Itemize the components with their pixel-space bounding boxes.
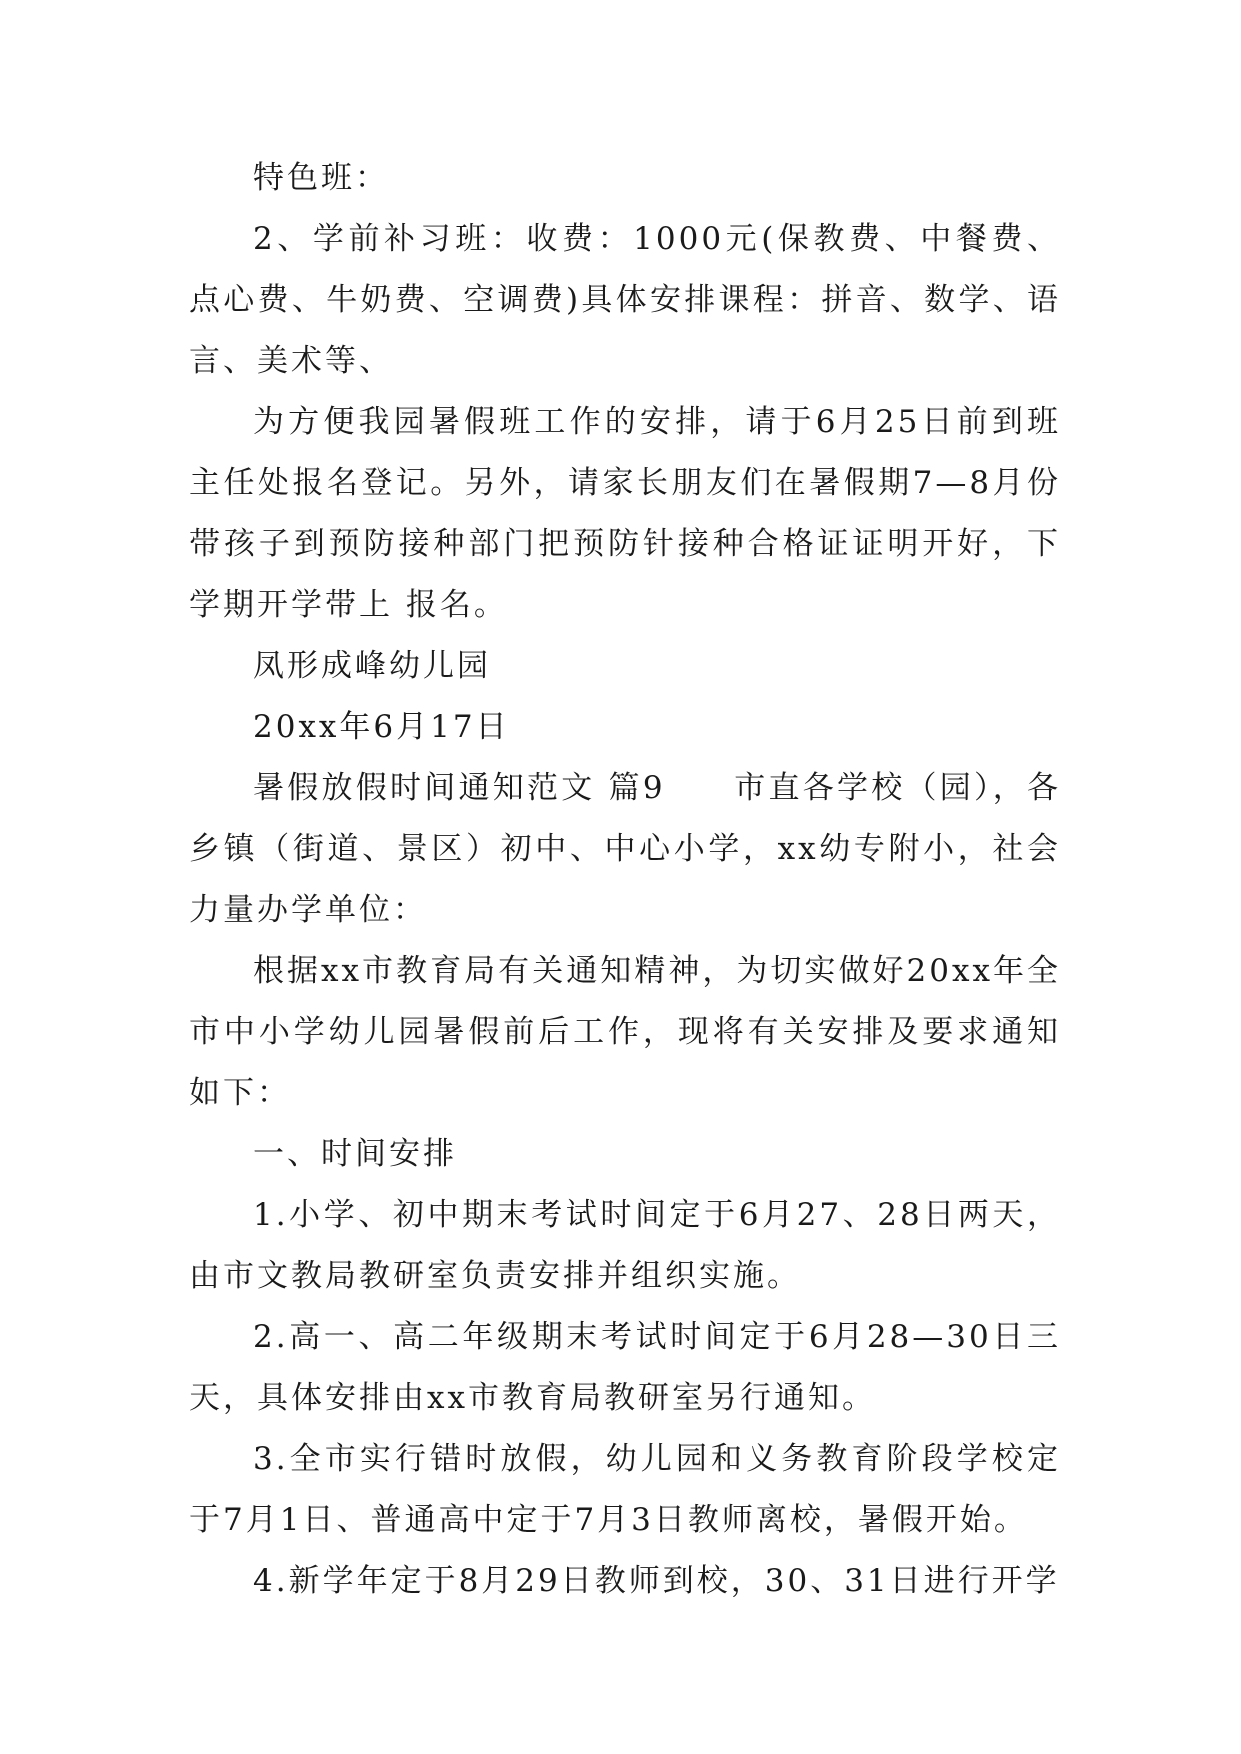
list-item-4: 4.新学年定于8月29日教师到校，30、31日进行开学 xyxy=(253,1563,1060,1599)
paragraph-special-class: 特色班： xyxy=(253,160,389,196)
section-heading-schedule: 一、时间安排 xyxy=(253,1136,457,1172)
paragraph-registration-notice: 为方便我园暑假班工作的安排，请于6月25日前到班主任处报名登记。另外，请家长朋友们在暑假期7—8月份带孩子到预防接种部门把预防针接种合格证证明开好，下学期开学带上 报名。 xyxy=(189,404,1061,623)
list-item-3: 3.全市实行错时放假，幼儿园和义务教育阶段学校定于7月1日、普通高中定于7月3日教师离校，暑假开始。 xyxy=(189,1441,1061,1538)
document-body xyxy=(189,148,1061,1612)
paragraph-article-9-heading: 暑假放假时间通知范文 篇9 市直各学校（园），各乡镇（街道、景区）初中、中心小学，xx幼专附小，社会力量办学单位： xyxy=(189,770,1061,928)
list-item-2: 2.高一、高二年级期末考试时间定于6月28—30日三天，具体安排由xx市教育局教研室另行通知。 xyxy=(189,1319,1061,1416)
paragraph-date: 20xx年6月17日 xyxy=(253,709,510,745)
list-item-1: 1.小学、初中期末考试时间定于6月27、28日两天，由市文教局教研室负责安排并组织实施。 xyxy=(189,1197,1061,1294)
paragraph-preschool-tutoring: 2、学前补习班：收费：1000元(保教费、中餐费、点心费、牛奶费、空调费)具体安排课程：拼音、数学、语言、美术等、 xyxy=(189,221,1061,379)
paragraph-kindergarten-name: 凤形成峰幼儿园 xyxy=(253,648,491,684)
paragraph-introduction: 根据xx市教育局有关通知精神，为切实做好20xx年全市中小学幼儿园暑假前后工作，现将有关安排及要求通知如下： xyxy=(189,953,1061,1111)
